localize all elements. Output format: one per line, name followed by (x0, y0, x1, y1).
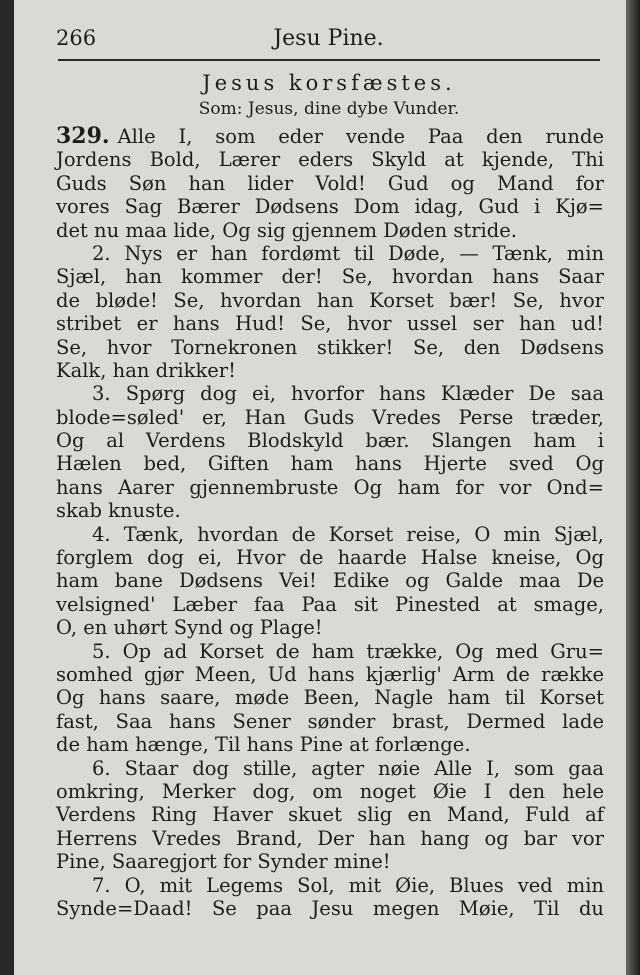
text-line: velsigned' Læber faa Paa sit Pinested at smage, (56, 592, 604, 616)
text-line: Og al Verdens Blodskyld bær. Slangen ham i (56, 429, 604, 453)
text-line: 4. Tænk, hvordan de Korset reise, O min Sjæl, (92, 522, 604, 546)
text-line: Synde=Daad! Se paa Jesu megen Møie, Til du (56, 896, 604, 920)
text-line: 2. Nys er han fordømt til Døde, — Tænk, min (92, 241, 604, 265)
text-line: Pine, Saaregjort for Synder mine! (56, 850, 391, 874)
header-rule (58, 59, 600, 61)
text-line: Sjæl, han kommer der! Se, hvordan hans Saar (56, 265, 604, 289)
text-line: stribet er hans Hud! Se, hvor ussel ser han ud! (56, 312, 604, 336)
text-line: Jordens Bold, Lærer eders Skyld at kjende, Thi (56, 148, 604, 172)
text-line: de ham hænge, Til hans Pine at forlænge. (56, 733, 471, 757)
text-line: Og hans saare, møde Been, Nagle ham til Korset (56, 686, 604, 710)
text-line: fast, Saa hans Sener sønder brast, Dermed lade (56, 709, 604, 733)
text-line: Se, hvor Tornekronen stikker! Se, den Dødsens (56, 335, 604, 359)
text-line: somhed gjør Meen, Ud hans kjærlig' Arm de række (56, 662, 604, 686)
text-line: 3. Spørg dog ei, hvorfor hans Klæder De saa (92, 382, 604, 406)
text-line: O, en uhørt Synd og Plage! (56, 616, 323, 640)
text-line: omkring, Merker dog, om noget Øie I den hele (56, 779, 604, 803)
melody-line: Som: Jesus, dine dybe Vunder. (198, 99, 460, 119)
text-line: de bløde! Se, hvordan han Korset bær! Se, hvor (56, 288, 604, 312)
page-header (56, 24, 601, 54)
text-line: 5. Op ad Korset de ham trække, Og med Gru= (92, 639, 604, 663)
text-line: Verdens Ring Haver skuet slig en Mand, Fuld af (56, 803, 604, 827)
text-line: blode=søled' er, Han Guds Vredes Perse træder, (56, 405, 604, 429)
section-title: Jesus korsfæstes. (202, 71, 456, 95)
book-gutter-shadow (626, 0, 640, 975)
text-line: vores Sag Bærer Dødsens Dom idag, Gud i Kjø= (56, 195, 604, 219)
page-number: 266 (56, 26, 97, 50)
text-line: ham bane Dødsens Vei! Edike og Galde maa De (56, 569, 604, 593)
hymn-text (56, 125, 604, 920)
text-line: 6. Staar dog stille, agter nøie Alle I, som gaa (92, 756, 604, 780)
text-line: Kalk, han drikker! (56, 358, 236, 382)
text-line: forglem dog ei, Hvor de haarde Halse kneise, Og (56, 546, 604, 570)
book-page (14, 0, 626, 975)
hymn-number: 329. (56, 123, 110, 149)
text-line: Guds Søn han lider Vold! Gud og Mand for (56, 171, 604, 195)
text-line: det nu maa lide, Og sig gjennem Døden stride. (56, 218, 517, 242)
text-line: Hælen bed, Giften ham hans Hjerte sved Og (56, 452, 604, 476)
text-line: 329. Alle I, som eder vende Paa den runde (56, 123, 604, 149)
text-line: 7. O, mit Legems Sol, mit Øie, Blues ved min (92, 873, 604, 897)
running-head: Jesu Pine. (273, 26, 384, 51)
text-line: skab knuste. (56, 499, 181, 523)
text-line: Herrens Vredes Brand, Der han hang og bar vor (56, 826, 604, 850)
text-line: hans Aarer gjennembruste Og ham for vor Ond= (56, 475, 604, 499)
